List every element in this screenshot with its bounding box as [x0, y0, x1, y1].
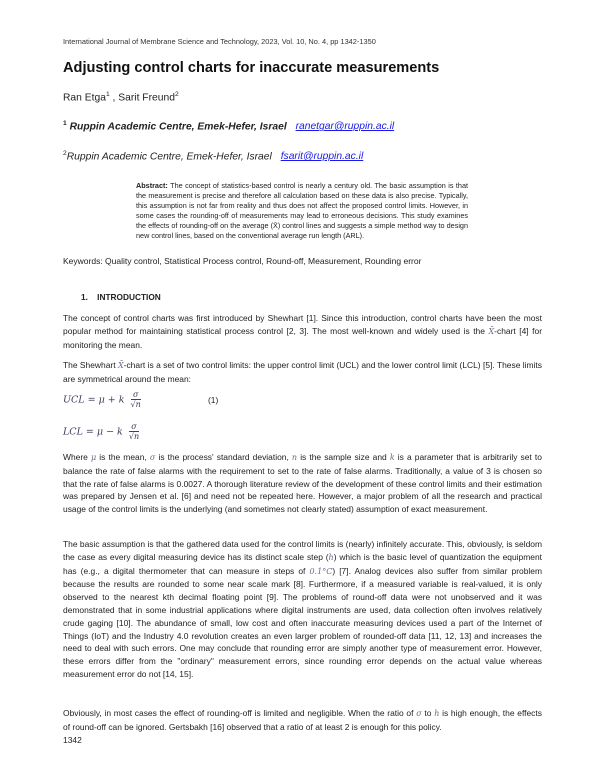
author-1: Ran Etga [63, 92, 106, 104]
page-number: 1342 [63, 735, 82, 745]
author-2: Sarit Freund [118, 92, 175, 104]
paragraph-1: The concept of control charts was first introduced by Shewhart [1]. Since this introduction, control charts have been the most popular method for maintaining statistical process control [2, 3]. The most well-known and widely used is the X̄-chart [4] for monitoring the mean. [63, 313, 543, 350]
section-heading: 1. INTRODUCTION [81, 292, 161, 302]
keywords: Keywords: Quality control, Statistical Process control, Round-off, Measurement, Rounding error [63, 256, 422, 266]
equation-number: (1) [208, 395, 219, 405]
abstract [136, 181, 468, 241]
author-2-sup: 2 [174, 91, 179, 98]
paragraph-3: Where μ is the mean, σ is the process' standard deviation, n is the sample size and k is a parameter that is arbitrarily set to balance the rate of false alarms with the requirement to set to the rate of false alarms. Traditionally, a value of 3 is chosen so that the rate of false alarms is 0.0027. A thorough literature review of the development of these control limits and their estimation was prepared by Jensen et al. [6] and need not be repeated here. However, a major problem of all the research and practical usage of the control limits is the underlying (and sometimes not clearly stated) assumption of exact measurement. [63, 452, 542, 515]
affiliation-2: $^2$Ruppin Academic Centre, Emek-Hefer, Israel fsarit@ruppin.ac.il [63, 150, 364, 163]
author-line: Ran Etga$^1$ , Sarit Freund$^2$ [63, 91, 179, 104]
xbar-symbol: X̄ [488, 326, 495, 336]
author-1-sup: 1 [105, 91, 110, 98]
abstract-label: Abstract: [136, 181, 168, 190]
paragraph-5: Obviously, in most cases the effect of rounding-off is limited and negligible. When the ratio of σ to h is high enough, the effects of round-off can be ignored. Gertsbakh [16] observed that a ratio of at least 2 is enough for this policy. [63, 708, 542, 732]
email-link-2[interactable]: fsarit@ruppin.ac.il [280, 151, 364, 163]
journal-header: International Journal of Membrane Science and Technology, 2023, Vol. 10, No. 4, pp 1342-1350 [63, 37, 376, 46]
paragraph-2: The Shewhart X̄-chart is a set of two control limits: the upper control limit (UCL) and the lower control limit (LCL) [5]. These limits are symmetrical around the mean: [63, 360, 542, 384]
equation-ucl: UCL = μ + k $\frac{\sigma}{√n}$ [63, 390, 141, 409]
paragraph-4: The basic assumption is that the gathered data used for the control limits is (nearly) infinitely accurate. This, obviously, is seldom the case as every digital measuring device has its distinct scale step (h) which is the basic level of quantization the equipment has (e.g., a digital thermometer that can measure in steps of 0.1°C) [7]. Analog devices also suffer from similar problem because the results are rounded to some near scale mark [8]. Furthermore, if a measured variable is real-valued, it is only observed to the nearest kth decimal floating point [9]. The problems of round-off data were not unobserved and it was demonstrated that in some industrial applications where digital instruments are used, data collection often involves relatively crude gaging [10]. The abundance of small, low cost and often inaccurate measuring devices used a part of the Internet of Things (IoT) and the Industry 4.0 revolution creates an even larger problem of rounded-off data [11, 12, 13] and increases the need to deal with such errors. One may conclude that rounding error are simply another type of measurement error. However, these errors differ from the "ordinary" measurement errors, since rounding error depends on the actual value whereas measurement error do not [14, 15]. [63, 539, 542, 679]
affiliation-1: $^1$ Ruppin Academic Centre, Emek-Hefer, Israel ranetgar@ruppin.ac.il [63, 120, 395, 133]
abstract-text: The concept of statistics-based control is nearly a century old. The basic assumption is that the measurement is precise and therefore all calculation based on these data is also precise. Typically, this assumption is not far from reality and thus does not affect the proposed control limits. However, in some cases the rounding-off of measurements may lead to erroneous decisions. This study examines the effects of rounding-off on the average (X̄) control lines and suggests a simple method way to design new control lines, based on the conventional average run length (ARL). [136, 181, 468, 240]
paper-title: Adjusting control charts for inaccurate measurements [63, 60, 440, 76]
email-link-1[interactable]: ranetgar@ruppin.ac.il [295, 121, 395, 133]
equation-lcl: LCL = μ − k $\frac{\sigma}{√n}$ [63, 422, 140, 441]
